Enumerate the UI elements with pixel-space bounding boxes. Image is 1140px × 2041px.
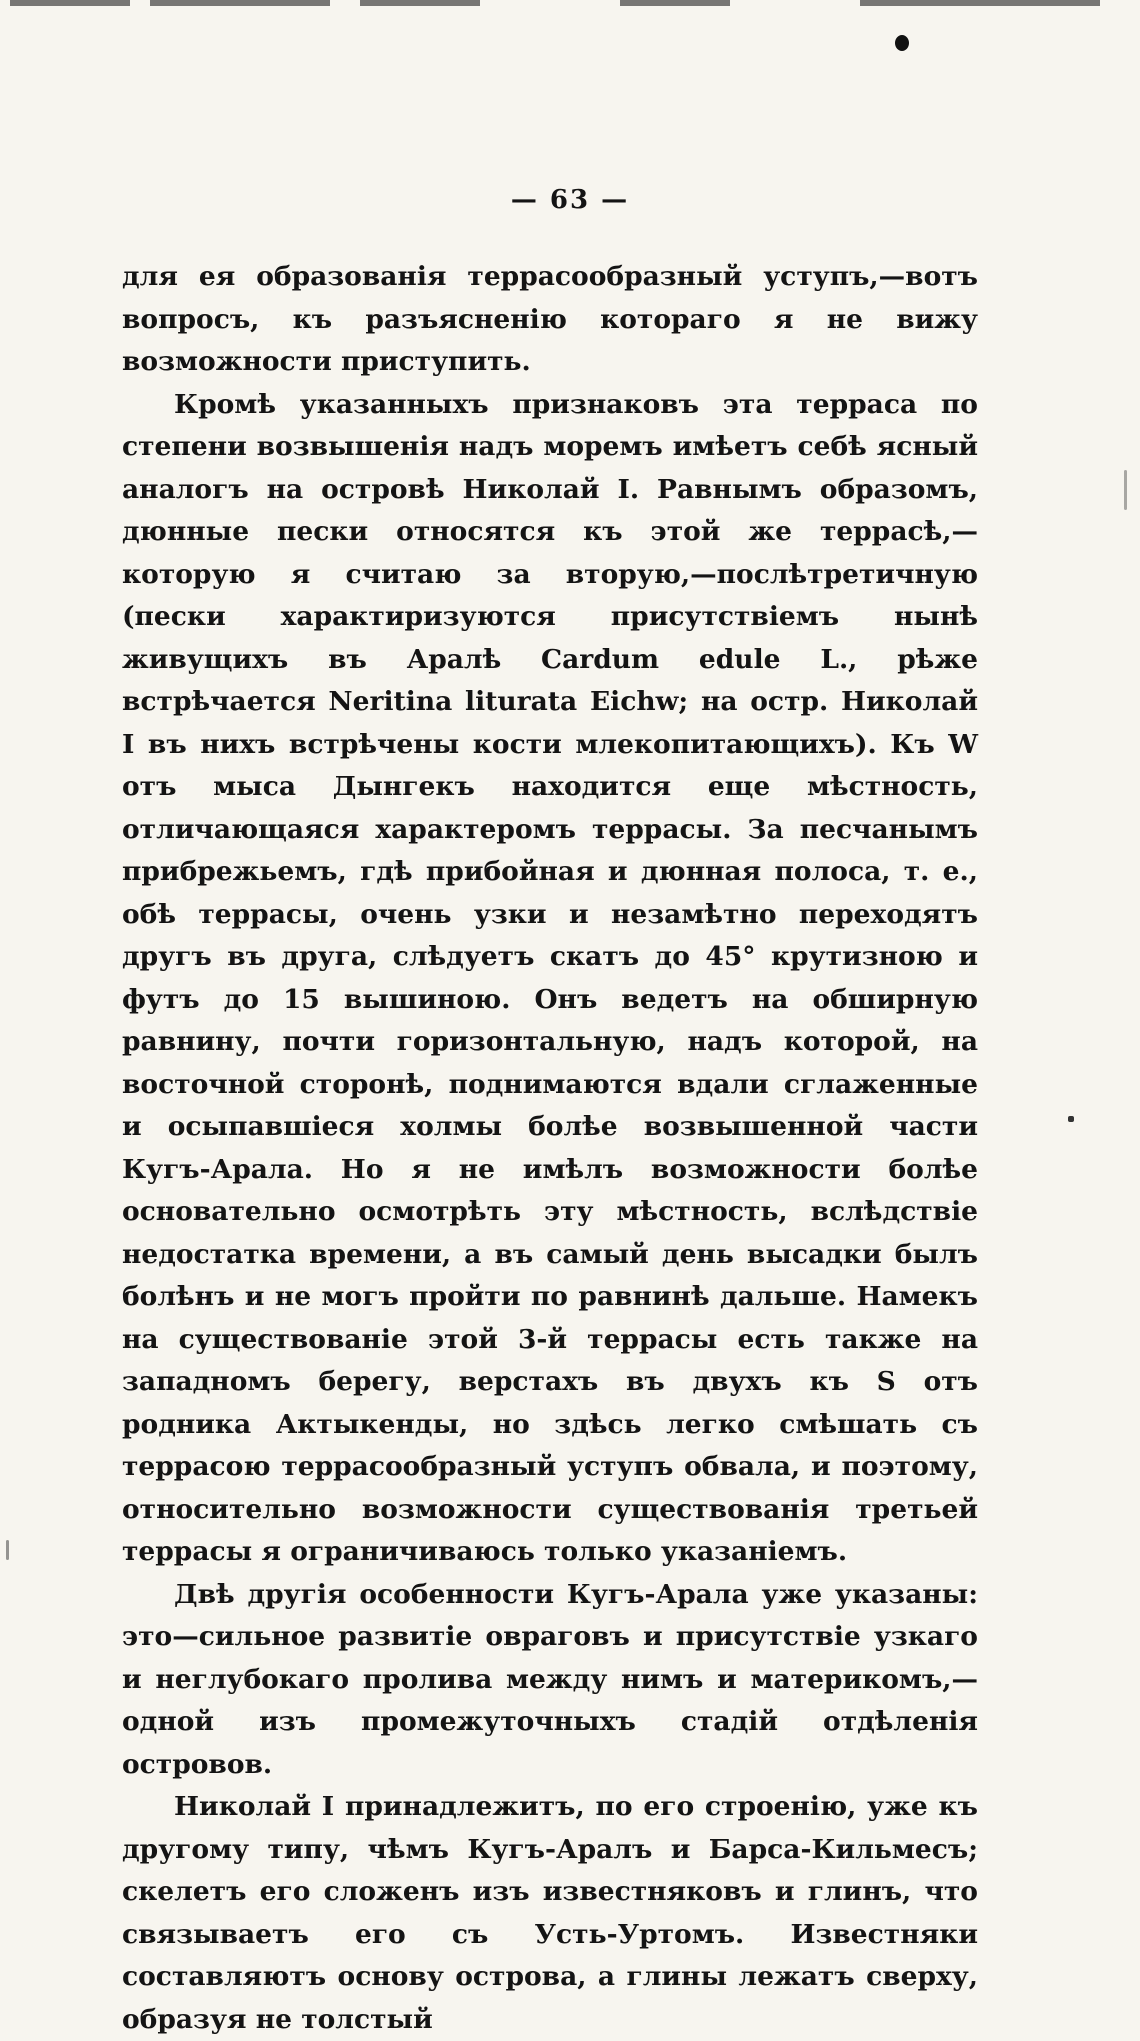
paragraph-2: Кромѣ указанныхъ признаковъ эта терраса по степени возвышенія надъ моремъ имѣетъ себѣ ясный аналогъ на островѣ Николай I. Равнымъ образомъ, дюнные пески относятся къ этой же террасѣ,—которую я считаю за вторую,—послѣтретичную (пески характиризуются присутствіемъ нынѣ живущихъ въ Аралѣ Cardum edule L., рѣже встрѣчается Neritina liturata Eichw; на остр. Николай I въ нихъ встрѣчены кости млекопитающихъ). Къ W отъ мыса Дынгекъ находится еще мѣстность, отличающаяся характеромъ террасы. За песчанымъ прибрежьемъ, гдѣ прибойная и дюнная полоса, т. е., обѣ террасы, очень узки и незамѣтно переходятъ другъ въ друга, слѣдуетъ скатъ до 45° крутизною и футъ до 15 вышиною. Онъ ведетъ на обширную равнину, почти горизонтальную, надъ которой, на восточной сторонѣ, поднимаются вдали сглаженные и осыпавшіеся холмы болѣе возвышенной части Кугъ-Арала. Но я не имѣлъ возможности болѣе основательно осмотрѣть эту мѣстность, вслѣдствіе недостатка времени, а въ самый день высадки былъ болѣнъ и не могъ пройти по равнинѣ дальше. Намекъ на существованіе этой 3-й террасы есть также на западномъ берегу, верстахъ въ двухъ къ S отъ родника Актыкенды, но здѣсь легко смѣшать съ террасою террасообразный уступъ обвала, и поэтому, относительно возможности существованія третьей террасы я ограничиваюсь только указаніемъ. xyxy=(122,388,978,1567)
paragraph-3: Двѣ другія особенности Кугъ-Арала уже указаны: это—сильное развитіе овраговъ и присутствіе узкаго и неглубокаго пролива между нимъ и материкомъ,—одной изъ промежуточныхъ стадій отдѣленія островов. xyxy=(122,1578,978,1780)
scan-artifact xyxy=(620,0,730,6)
ink-blot xyxy=(895,35,909,51)
body-text xyxy=(122,256,978,2041)
margin-mark xyxy=(6,1540,9,1560)
scan-artifact xyxy=(10,0,130,6)
margin-mark xyxy=(1124,470,1127,510)
scan-artifact xyxy=(150,0,330,6)
paragraph-1: для ея образованія террасообразный уступъ,—вотъ вопросъ, къ разъясненію котораго я не вижу возможности приступить. xyxy=(122,261,978,377)
scan-top-edge xyxy=(0,0,1140,20)
scan-artifact xyxy=(360,0,480,6)
margin-mark xyxy=(1068,1116,1074,1122)
scan-artifact xyxy=(860,0,1100,6)
paragraph-4: Николай I принадлежитъ, по его строенію, уже къ другому типу, чѣмъ Кугъ-Аралъ и Барса-Кильмесъ; скелетъ его сложенъ изъ известняковъ и глинъ, что связываетъ его съ Усть-Уртомъ. Известняки составляютъ основу острова, а глины лежатъ сверху, образуя не толстый xyxy=(122,1791,978,2035)
page-number: — 63 — xyxy=(510,185,630,215)
